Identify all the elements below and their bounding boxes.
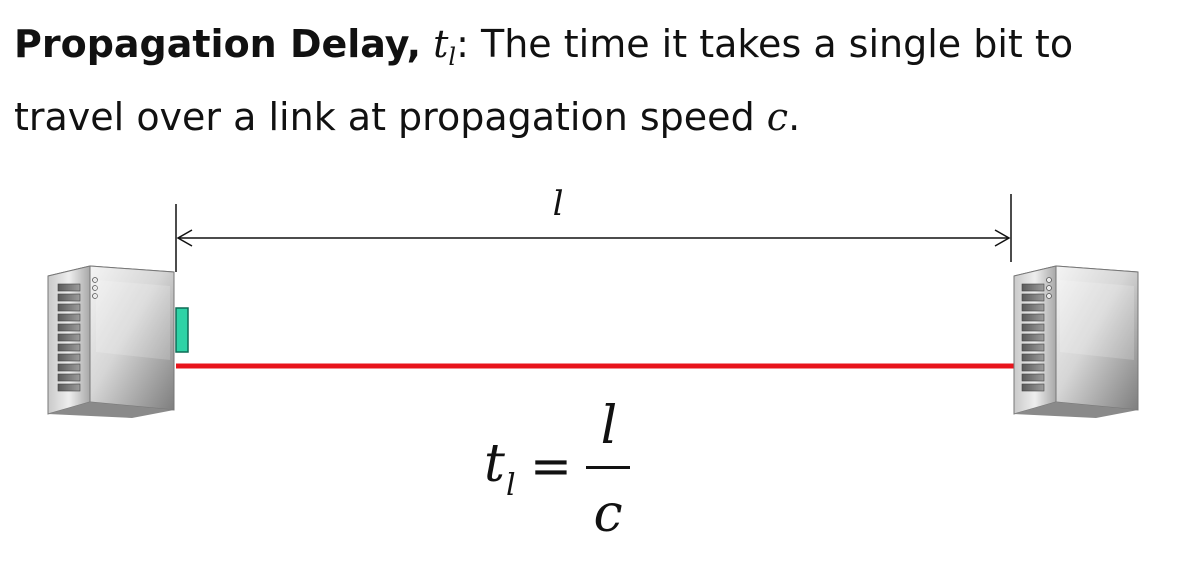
speed-symbol: c bbox=[766, 95, 789, 139]
distance-label: l bbox=[552, 184, 564, 224]
bit-block bbox=[176, 308, 188, 352]
delay-symbol-sub: l bbox=[448, 43, 457, 71]
distance-arrow bbox=[178, 230, 1009, 246]
formula-denominator: c bbox=[593, 484, 623, 544]
formula-lhs: t bbox=[484, 434, 505, 494]
formula-numerator: l bbox=[600, 396, 618, 456]
definition-line2: travel over a link at propagation speed bbox=[14, 95, 767, 139]
right-server-icon bbox=[1014, 266, 1138, 418]
definition-line1: The time it takes a single bit to bbox=[468, 22, 1074, 66]
colon: : bbox=[456, 22, 469, 66]
left-server-icon bbox=[48, 266, 174, 418]
delay-symbol-t: t bbox=[433, 22, 449, 66]
end-period: . bbox=[788, 95, 801, 139]
formula-lhs-sub: l bbox=[506, 468, 516, 503]
term-label: Propagation Delay, bbox=[14, 22, 422, 66]
formula-equals: = bbox=[530, 437, 572, 495]
fraction-bar bbox=[586, 466, 630, 469]
